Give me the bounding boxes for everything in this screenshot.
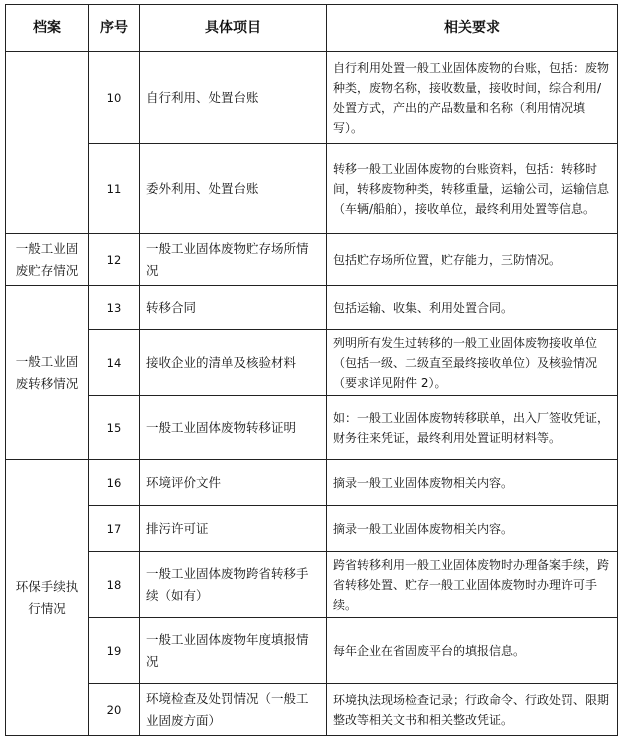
item-cell: 排污许可证 xyxy=(140,506,327,552)
requirement-cell: 自行利用处置一般工业固体废物的台账，包括：废物种类，废物名称，接收数量，接收时间，综合利用/处置方式，产出的产品数量和名称（利用情况填写）。 xyxy=(327,52,618,144)
requirement-cell: 环境执法现场检查记录；行政命令、行政处罚、限期整改等相关文书和相关整改凭证。 xyxy=(327,684,618,736)
table-row xyxy=(6,330,618,396)
header-archive: 档案 xyxy=(6,5,89,52)
seq-cell: 19 xyxy=(89,618,140,684)
table-row xyxy=(6,552,618,618)
item-cell: 一般工业固体废物年度填报情况 xyxy=(140,618,327,684)
requirement-cell: 摘录一般工业固体废物相关内容。 xyxy=(327,506,618,552)
item-cell: 环境评价文件 xyxy=(140,460,327,506)
seq-cell: 18 xyxy=(89,552,140,618)
header-row xyxy=(6,5,618,52)
seq-cell: 11 xyxy=(89,144,140,234)
seq-cell: 14 xyxy=(89,330,140,396)
table-row xyxy=(6,396,618,460)
header-requirement: 相关要求 xyxy=(327,5,618,52)
archive-cell: 环保手续执行情况 xyxy=(6,460,89,736)
item-cell: 一般工业固体废物贮存场所情况 xyxy=(140,234,327,286)
seq-cell: 13 xyxy=(89,286,140,330)
header-seq: 序号 xyxy=(89,5,140,52)
requirement-cell: 列明所有发生过转移的一般工业固体废物接收单位（包括一级、二级直至最终接收单位）及核验情况（要求详见附件 2）。 xyxy=(327,330,618,396)
table-row xyxy=(6,286,618,330)
item-cell: 一般工业固体废物转移证明 xyxy=(140,396,327,460)
table-row xyxy=(6,684,618,736)
archive-cell: 一般工业固废贮存情况 xyxy=(6,234,89,286)
item-cell: 接收企业的清单及核验材料 xyxy=(140,330,327,396)
archive-cell: 一般工业固废转移情况 xyxy=(6,286,89,460)
table-row xyxy=(6,460,618,506)
requirement-cell: 转移一般工业固体废物的台账资料，包括：转移时间，转移废物种类，转移重量，运输公司，运输信息（车辆/船舶），接收单位，最终利用处置等信息。 xyxy=(327,144,618,234)
requirement-cell: 如：一般工业固体废物转移联单，出入厂签收凭证，财务往来凭证，最终利用处置证明材料等。 xyxy=(327,396,618,460)
seq-cell: 17 xyxy=(89,506,140,552)
item-cell: 一般工业固体废物跨省转移手续（如有） xyxy=(140,552,327,618)
table-row xyxy=(6,618,618,684)
item-cell: 自行利用、处置台账 xyxy=(140,52,327,144)
seq-cell: 12 xyxy=(89,234,140,286)
requirement-cell: 摘录一般工业固体废物相关内容。 xyxy=(327,460,618,506)
item-cell: 转移合同 xyxy=(140,286,327,330)
seq-cell: 10 xyxy=(89,52,140,144)
seq-cell: 20 xyxy=(89,684,140,736)
table-row xyxy=(6,144,618,234)
requirements-table xyxy=(5,4,618,736)
requirement-cell: 跨省转移利用一般工业固体废物时办理备案手续，跨省转移处置、贮存一般工业固体废物时办理许可手续。 xyxy=(327,552,618,618)
item-cell: 委外利用、处置台账 xyxy=(140,144,327,234)
requirement-cell: 每年企业在省固废平台的填报信息。 xyxy=(327,618,618,684)
table-row xyxy=(6,506,618,552)
seq-cell: 16 xyxy=(89,460,140,506)
table-row xyxy=(6,234,618,286)
requirement-cell: 包括运输、收集、利用处置合同。 xyxy=(327,286,618,330)
archive-cell xyxy=(6,52,89,234)
item-cell: 环境检查及处罚情况（一般工业固废方面） xyxy=(140,684,327,736)
table-row xyxy=(6,52,618,144)
header-item: 具体项目 xyxy=(140,5,327,52)
requirement-cell: 包括贮存场所位置，贮存能力，三防情况。 xyxy=(327,234,618,286)
seq-cell: 15 xyxy=(89,396,140,460)
